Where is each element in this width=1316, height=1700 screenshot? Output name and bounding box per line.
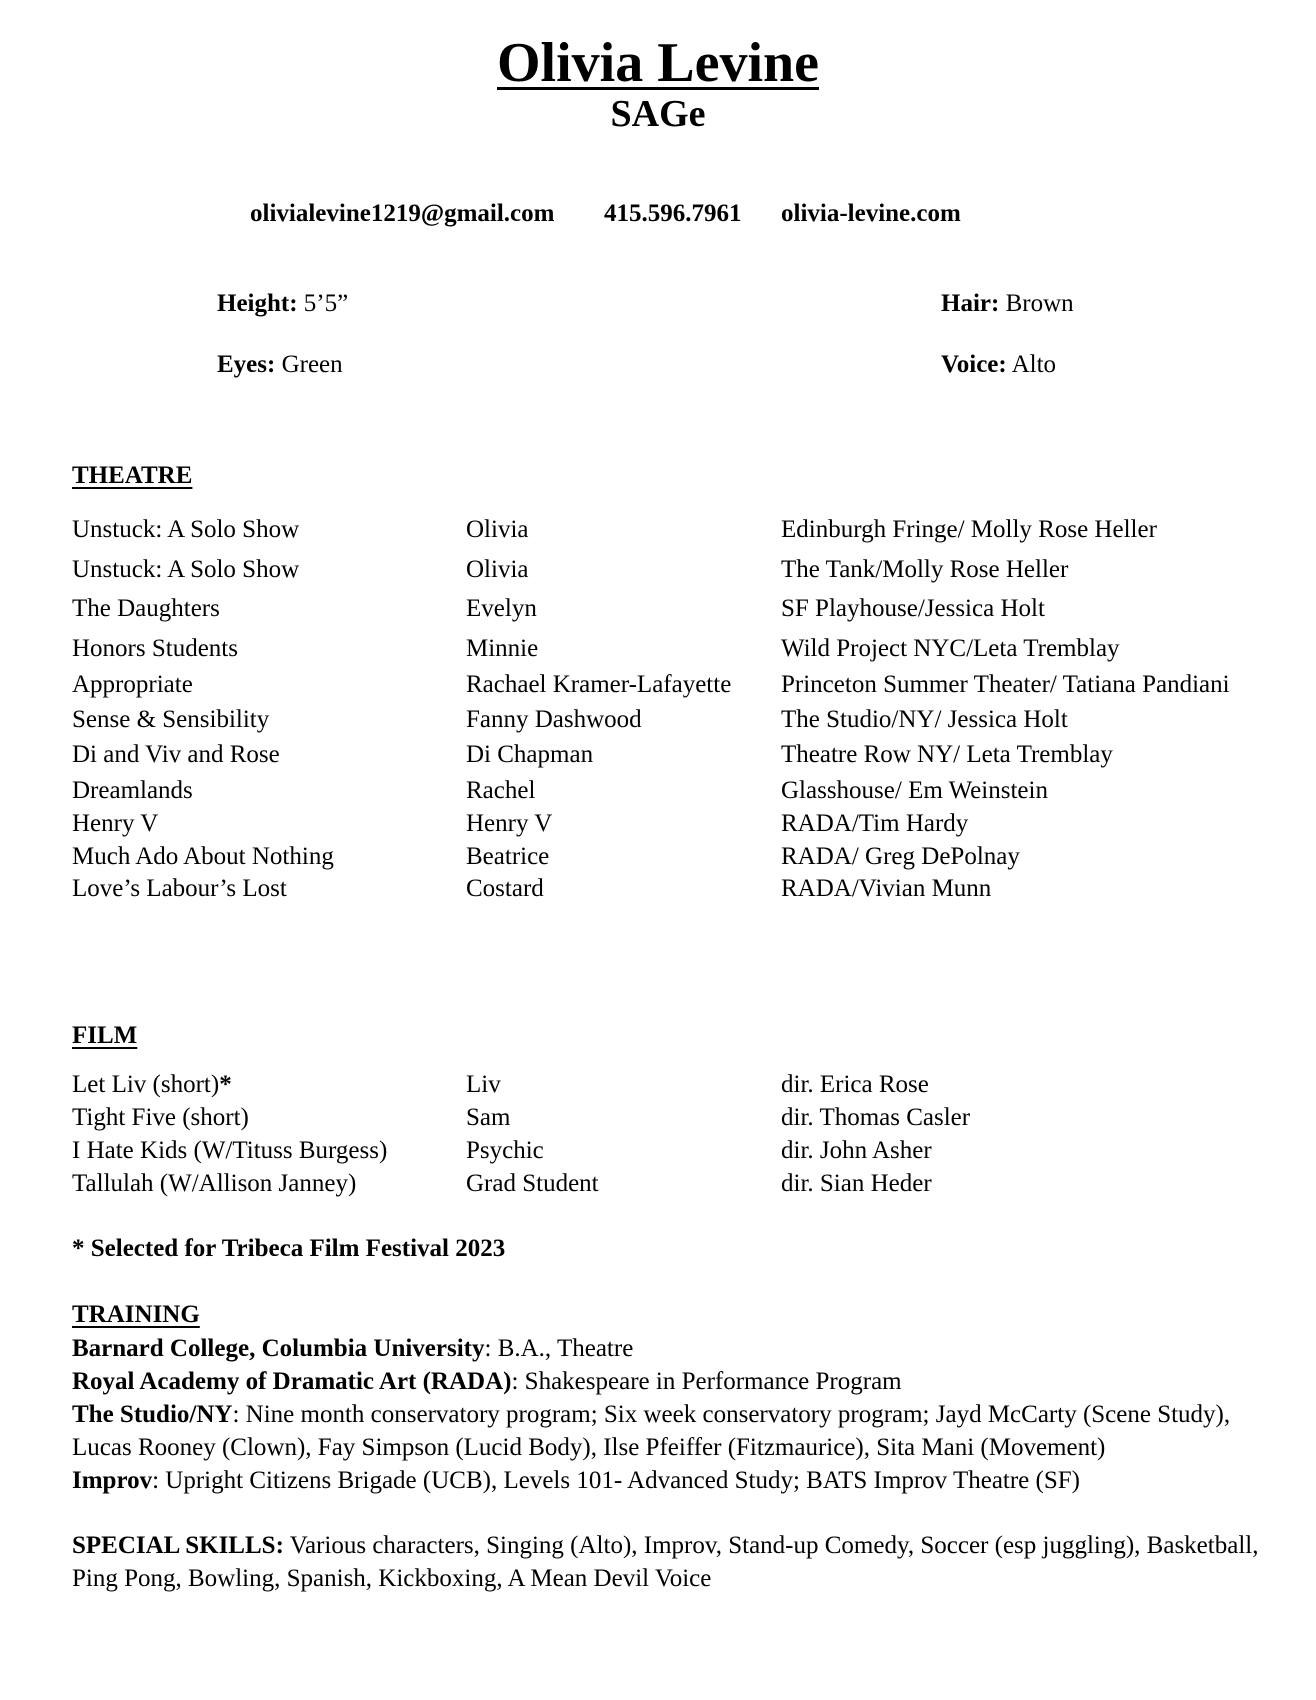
film-director: dir. Thomas Casler bbox=[781, 1104, 971, 1131]
theatre-title: Sense & Sensibility bbox=[72, 706, 270, 733]
attr-eyes-value: Green bbox=[281, 351, 343, 378]
theatre-heading: THEATRE bbox=[72, 462, 193, 489]
theatre-title: Henry V bbox=[72, 810, 159, 837]
theatre-venue: RADA/Tim Hardy bbox=[781, 810, 969, 837]
contact-email: olivialevine1219@gmail.com bbox=[250, 200, 555, 227]
theatre-role: Beatrice bbox=[466, 843, 550, 870]
theatre-title: Dreamlands bbox=[72, 777, 193, 804]
theatre-title: The Daughters bbox=[72, 595, 220, 622]
training-item-label: Barnard College, Columbia University bbox=[72, 1335, 485, 1362]
theatre-role: Rachael Kramer-Lafayette bbox=[466, 671, 732, 698]
attr-hair-label: Hair: bbox=[941, 290, 1000, 317]
theatre-role: Rachel bbox=[466, 777, 536, 804]
training-item-label: Royal Academy of Dramatic Art (RADA) bbox=[72, 1368, 512, 1395]
film-heading: FILM bbox=[72, 1022, 138, 1049]
film-title: I Hate Kids (W/Tituss Burgess) bbox=[72, 1137, 388, 1164]
theatre-role: Di Chapman bbox=[466, 741, 594, 768]
film-title-text: Let Liv (short) bbox=[72, 1071, 220, 1098]
film-director: dir. Erica Rose bbox=[781, 1071, 929, 1098]
attr-height-label: Height: bbox=[217, 290, 298, 317]
theatre-venue: Wild Project NYC/Leta Tremblay bbox=[781, 635, 1120, 662]
theatre-title: Unstuck: A Solo Show bbox=[72, 516, 300, 543]
film-title bbox=[72, 1069, 232, 1101]
attr-voice-label: Voice: bbox=[941, 351, 1007, 378]
attr-height-value: 5’5” bbox=[303, 290, 349, 317]
theatre-role: Fanny Dashwood bbox=[466, 706, 642, 733]
film-festival-note: * Selected for Tribeca Film Festival 2023 bbox=[72, 1235, 506, 1262]
film-role: Grad Student bbox=[466, 1170, 599, 1197]
contact-phone: 415.596.7961 bbox=[604, 200, 742, 227]
attr-eyes bbox=[217, 349, 343, 381]
theatre-role: Olivia bbox=[466, 556, 529, 583]
theatre-venue: Glasshouse/ Em Weinstein bbox=[781, 777, 1048, 804]
theatre-title: Unstuck: A Solo Show bbox=[72, 556, 300, 583]
theatre-venue: Princeton Summer Theater/ Tatiana Pandiani bbox=[781, 671, 1230, 698]
training-item bbox=[72, 1464, 1272, 1497]
theatre-role: Evelyn bbox=[466, 595, 537, 622]
theatre-role: Costard bbox=[466, 875, 544, 902]
attr-voice-value: Alto bbox=[1011, 351, 1057, 378]
training-item bbox=[72, 1365, 1272, 1398]
film-title: Tallulah (W/Allison Janney) bbox=[72, 1170, 357, 1197]
film-role: Sam bbox=[466, 1104, 511, 1131]
film-director: dir. John Asher bbox=[781, 1137, 932, 1164]
theatre-venue: Theatre Row NY/ Leta Tremblay bbox=[781, 741, 1113, 768]
attr-voice bbox=[941, 349, 1056, 381]
training-item-label: The Studio/NY bbox=[72, 1401, 233, 1428]
theatre-title: Honors Students bbox=[72, 635, 238, 662]
union-status: SAGe bbox=[610, 93, 706, 135]
resume-name: Olivia Levine bbox=[497, 32, 819, 94]
special-skills-label: SPECIAL SKILLS: bbox=[72, 1532, 284, 1559]
theatre-venue: RADA/ Greg DePolnay bbox=[781, 843, 1020, 870]
theatre-title: Much Ado About Nothing bbox=[72, 843, 334, 870]
theatre-title: Appropriate bbox=[72, 671, 193, 698]
film-marker: * bbox=[219, 1071, 232, 1098]
theatre-venue: RADA/Vivian Munn bbox=[781, 875, 992, 902]
attr-eyes-label: Eyes: bbox=[217, 351, 276, 378]
attr-hair bbox=[941, 288, 1074, 320]
theatre-role: Olivia bbox=[466, 516, 529, 543]
film-role: Liv bbox=[466, 1071, 501, 1098]
training-item-text: : B.A., Theatre bbox=[484, 1335, 634, 1362]
theatre-venue: The Studio/NY/ Jessica Holt bbox=[781, 706, 1068, 733]
training-item-text: : Upright Citizens Brigade (UCB), Levels 101- Advanced Study; BATS Improv Theatre (SF) bbox=[152, 1467, 1080, 1494]
training-item bbox=[72, 1398, 1262, 1464]
theatre-venue: Edinburgh Fringe/ Molly Rose Heller bbox=[781, 516, 1157, 543]
theatre-venue: The Tank/Molly Rose Heller bbox=[781, 556, 1069, 583]
film-title: Tight Five (short) bbox=[72, 1104, 249, 1131]
training-heading: TRAINING bbox=[72, 1301, 200, 1328]
theatre-role: Minnie bbox=[466, 635, 539, 662]
theatre-venue: SF Playhouse/Jessica Holt bbox=[781, 595, 1045, 622]
training-item-label: Improv bbox=[72, 1467, 153, 1494]
film-role: Psychic bbox=[466, 1137, 544, 1164]
special-skills-text: Various characters, Singing (Alto), Improv, Stand-up Comedy, Soccer (esp juggling), Basketball, Ping Pong, Bowling, Spanish, Kickboxing, A Mean Devil Voice bbox=[72, 1532, 1259, 1592]
attr-height bbox=[217, 288, 348, 320]
training-item-text: : Nine month conservatory program; Six week conservatory program; Jayd McCarty (Scene Study), Lucas Rooney (Clown), Fay Simpson (Lucid Body), Ilse Pfeiffer (Fitzmaurice), Sita Mani (Movement) bbox=[72, 1401, 1231, 1461]
theatre-title: Love’s Labour’s Lost bbox=[72, 875, 287, 902]
attr-hair-value: Brown bbox=[1005, 290, 1074, 317]
training-item-text: : Shakespeare in Performance Program bbox=[511, 1368, 902, 1395]
theatre-title: Di and Viv and Rose bbox=[72, 741, 280, 768]
contact-website: olivia-levine.com bbox=[781, 200, 961, 227]
special-skills bbox=[72, 1529, 1262, 1595]
theatre-role: Henry V bbox=[466, 810, 553, 837]
training-item bbox=[72, 1332, 1272, 1365]
film-director: dir. Sian Heder bbox=[781, 1170, 932, 1197]
